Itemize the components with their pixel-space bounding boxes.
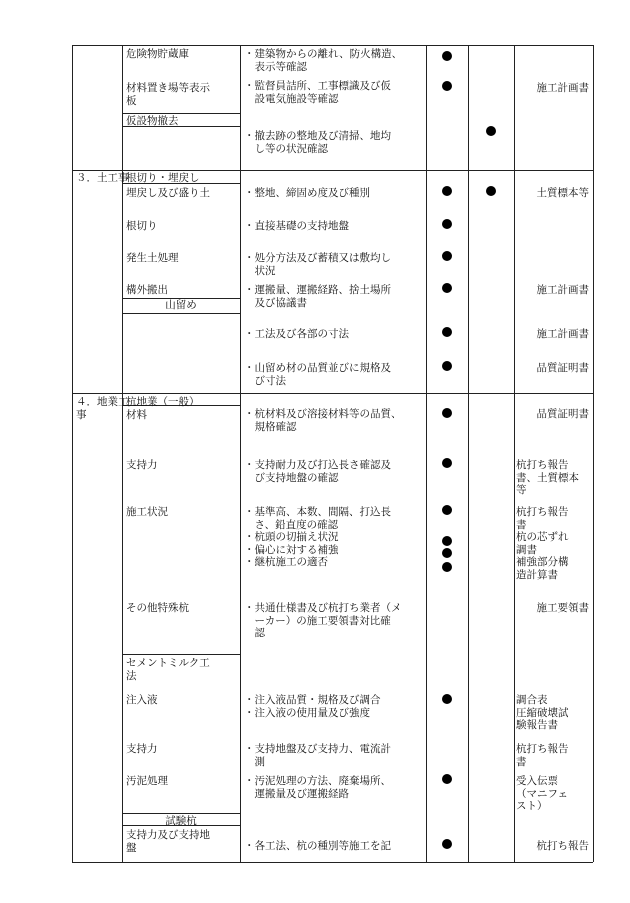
check-item: ・杭頭の切揃え状況 (244, 531, 339, 543)
item-label: その他特殊杭 (126, 602, 189, 614)
item-label: 杭地業（一般） (126, 396, 200, 408)
item-label: 支持力 (126, 743, 158, 755)
item-box-line (122, 313, 240, 314)
check-item: 設電気施設等確認 (244, 92, 339, 105)
check-item: 及び協議書 (244, 296, 307, 309)
item-box-line (122, 654, 240, 655)
document-ref: 書 (516, 755, 527, 768)
document-ref: 施工要領書 (536, 602, 589, 614)
document-ref: 杭打ち報告 (516, 743, 569, 755)
check-mark-dot (442, 51, 452, 61)
check-item: ・建築物からの離れ、防火構造、 (244, 48, 403, 60)
check-item: ・監督員詰所、工事標識及び仮 (244, 80, 391, 92)
check-item: 認 (244, 627, 265, 639)
document-ref: 受入伝票 (516, 775, 558, 787)
check-item: び寸法 (244, 374, 286, 387)
check-mark-dot (442, 283, 452, 293)
item-label: 板 (126, 94, 137, 107)
item-label: 盤 (126, 841, 137, 854)
check-item: ・直接基礎の支持地盤 (244, 220, 349, 232)
item-label: 支持力及び支持地 (126, 829, 210, 841)
check-mark-dot (486, 186, 496, 196)
document-ref: 造計算書 (516, 568, 558, 581)
col-border-doc (514, 45, 515, 862)
item-label: セメントミルク工 (126, 657, 210, 669)
table-bottom (72, 862, 593, 863)
item-label: 埋戻し及び盛り土 (126, 187, 210, 199)
check-mark-dot (442, 219, 452, 229)
check-item: ・共通仕様書及び杭打ち業者（メ (244, 602, 402, 614)
category-label: ３．土工事 (76, 172, 129, 184)
check-mark-dot (442, 327, 452, 337)
item-label: 試験杭 (165, 815, 197, 827)
item-label: 注入液 (126, 694, 158, 706)
check-mark-dot (442, 694, 452, 704)
document-ref: 補強部分構 (516, 556, 569, 568)
check-item: ・基準高、本数、間隔、打込長 (244, 506, 391, 518)
document-ref: 杭打ち報告 (516, 459, 569, 471)
check-mark-dot (442, 548, 452, 558)
check-item: ・杭材料及び溶接材料等の品質、 (244, 408, 402, 420)
table-top (72, 45, 593, 46)
item-label: 発生土処理 (126, 252, 179, 264)
col-border-left (72, 45, 73, 862)
document-ref: （マニフェ (516, 787, 568, 800)
category-label: 事 (76, 408, 87, 421)
item-label: 法 (126, 669, 137, 682)
document-ref: 験報告書 (516, 719, 558, 731)
check-item: ・処分方法及び蓄積又は敷均し (244, 252, 391, 264)
category-label: ４．地業工 (76, 396, 129, 408)
check-mark-dot (442, 774, 452, 784)
document-ref: 調合表 (516, 694, 548, 706)
item-label: 材料置き場等表示 (126, 82, 210, 94)
document-ref: 調書 (516, 543, 537, 556)
check-mark-dot (442, 839, 452, 849)
check-mark-dot (442, 186, 452, 196)
check-item: ・偏心に対する補強 (244, 543, 339, 556)
check-mark-dot (442, 361, 452, 371)
check-item: ・山留め材の品質並びに規格及 (244, 362, 391, 374)
col-border-mark2 (468, 45, 469, 862)
document-ref: 杭打ち報告 (516, 506, 569, 518)
check-item: ・各工法、杭の種別等施工を記 (244, 840, 391, 852)
check-item: ・撤去跡の整地及び清掃、地均 (244, 130, 391, 142)
section-divider (72, 393, 593, 394)
check-mark-dot (442, 458, 452, 468)
document-ref: スト） (516, 800, 548, 812)
document-ref: 施工計画書 (536, 328, 589, 340)
check-item: ・注入液品質・規格及び調合 (244, 694, 381, 706)
col-border-check (240, 45, 241, 862)
document-ref: 書、土質標本 (516, 471, 579, 484)
item-label: 危険物貯蔵庫 (126, 48, 189, 60)
check-item: 運搬量及び運搬経路 (244, 787, 349, 800)
check-item: さ、鉛直度の確認 (244, 518, 339, 531)
item-label: 山留め (165, 299, 197, 311)
document-ref: 杭打ち報告 (536, 840, 589, 852)
check-item: ・注入液の使用量及び強度 (244, 706, 370, 719)
document-ref: 土質標本等 (536, 187, 589, 199)
document-ref: 品質証明書 (536, 408, 589, 420)
document-ref: 杭の芯ずれ (516, 531, 569, 543)
document-ref: 等 (516, 484, 527, 496)
check-mark-dot (442, 408, 452, 418)
check-item: ーカー）の施工要領書対比確 (244, 614, 391, 627)
item-label: 仮設物撤去 (126, 115, 179, 127)
col-border-mark1 (426, 45, 427, 862)
col-border-right (593, 45, 594, 862)
item-label: 構外搬出 (126, 284, 168, 296)
check-item: ・運搬量、運搬経路、捨土場所 (244, 284, 391, 296)
col-border-item (122, 45, 123, 862)
item-label: 支持力 (126, 459, 158, 471)
document-ref: 圧縮破壊試 (516, 706, 569, 719)
item-label: 施工状況 (126, 506, 168, 518)
section-divider (72, 170, 593, 171)
item-box-line (122, 113, 240, 114)
check-item: 状況 (244, 264, 276, 277)
check-item: し等の状況確認 (244, 142, 328, 155)
check-item: ・整地、締固め度及び種別 (244, 187, 370, 199)
item-label: 根切り・埋戻し (126, 172, 200, 184)
check-item: ・継杭施工の適否 (244, 556, 328, 568)
check-item: 規格確認 (244, 420, 297, 433)
item-box-line (122, 813, 240, 814)
document-ref: 施工計画書 (536, 82, 589, 94)
item-label: 汚泥処理 (126, 775, 168, 787)
document-ref: 書 (516, 518, 527, 531)
check-item: ・工法及び各部の寸法 (244, 328, 349, 340)
check-mark-dot (486, 126, 496, 136)
check-mark-dot (442, 81, 452, 91)
check-mark-dot (442, 505, 452, 515)
document-ref: 施工計画書 (536, 284, 589, 296)
check-mark-dot (442, 562, 452, 572)
item-label: 根切り (126, 220, 158, 232)
check-mark-dot (442, 536, 452, 546)
check-item: 測 (244, 755, 265, 768)
check-item: ・汚泥処理の方法、廃棄場所、 (244, 775, 391, 787)
item-label: 材料 (126, 409, 147, 421)
check-item: ・支持地盤及び支持力、電流計 (244, 743, 391, 755)
check-item: び支持地盤の確認 (244, 471, 339, 484)
check-item: ・支持耐力及び打込長さ確認及 (244, 459, 391, 471)
check-item: 表示等確認 (244, 60, 307, 73)
document-ref: 品質証明書 (536, 362, 589, 374)
check-mark-dot (442, 251, 452, 261)
